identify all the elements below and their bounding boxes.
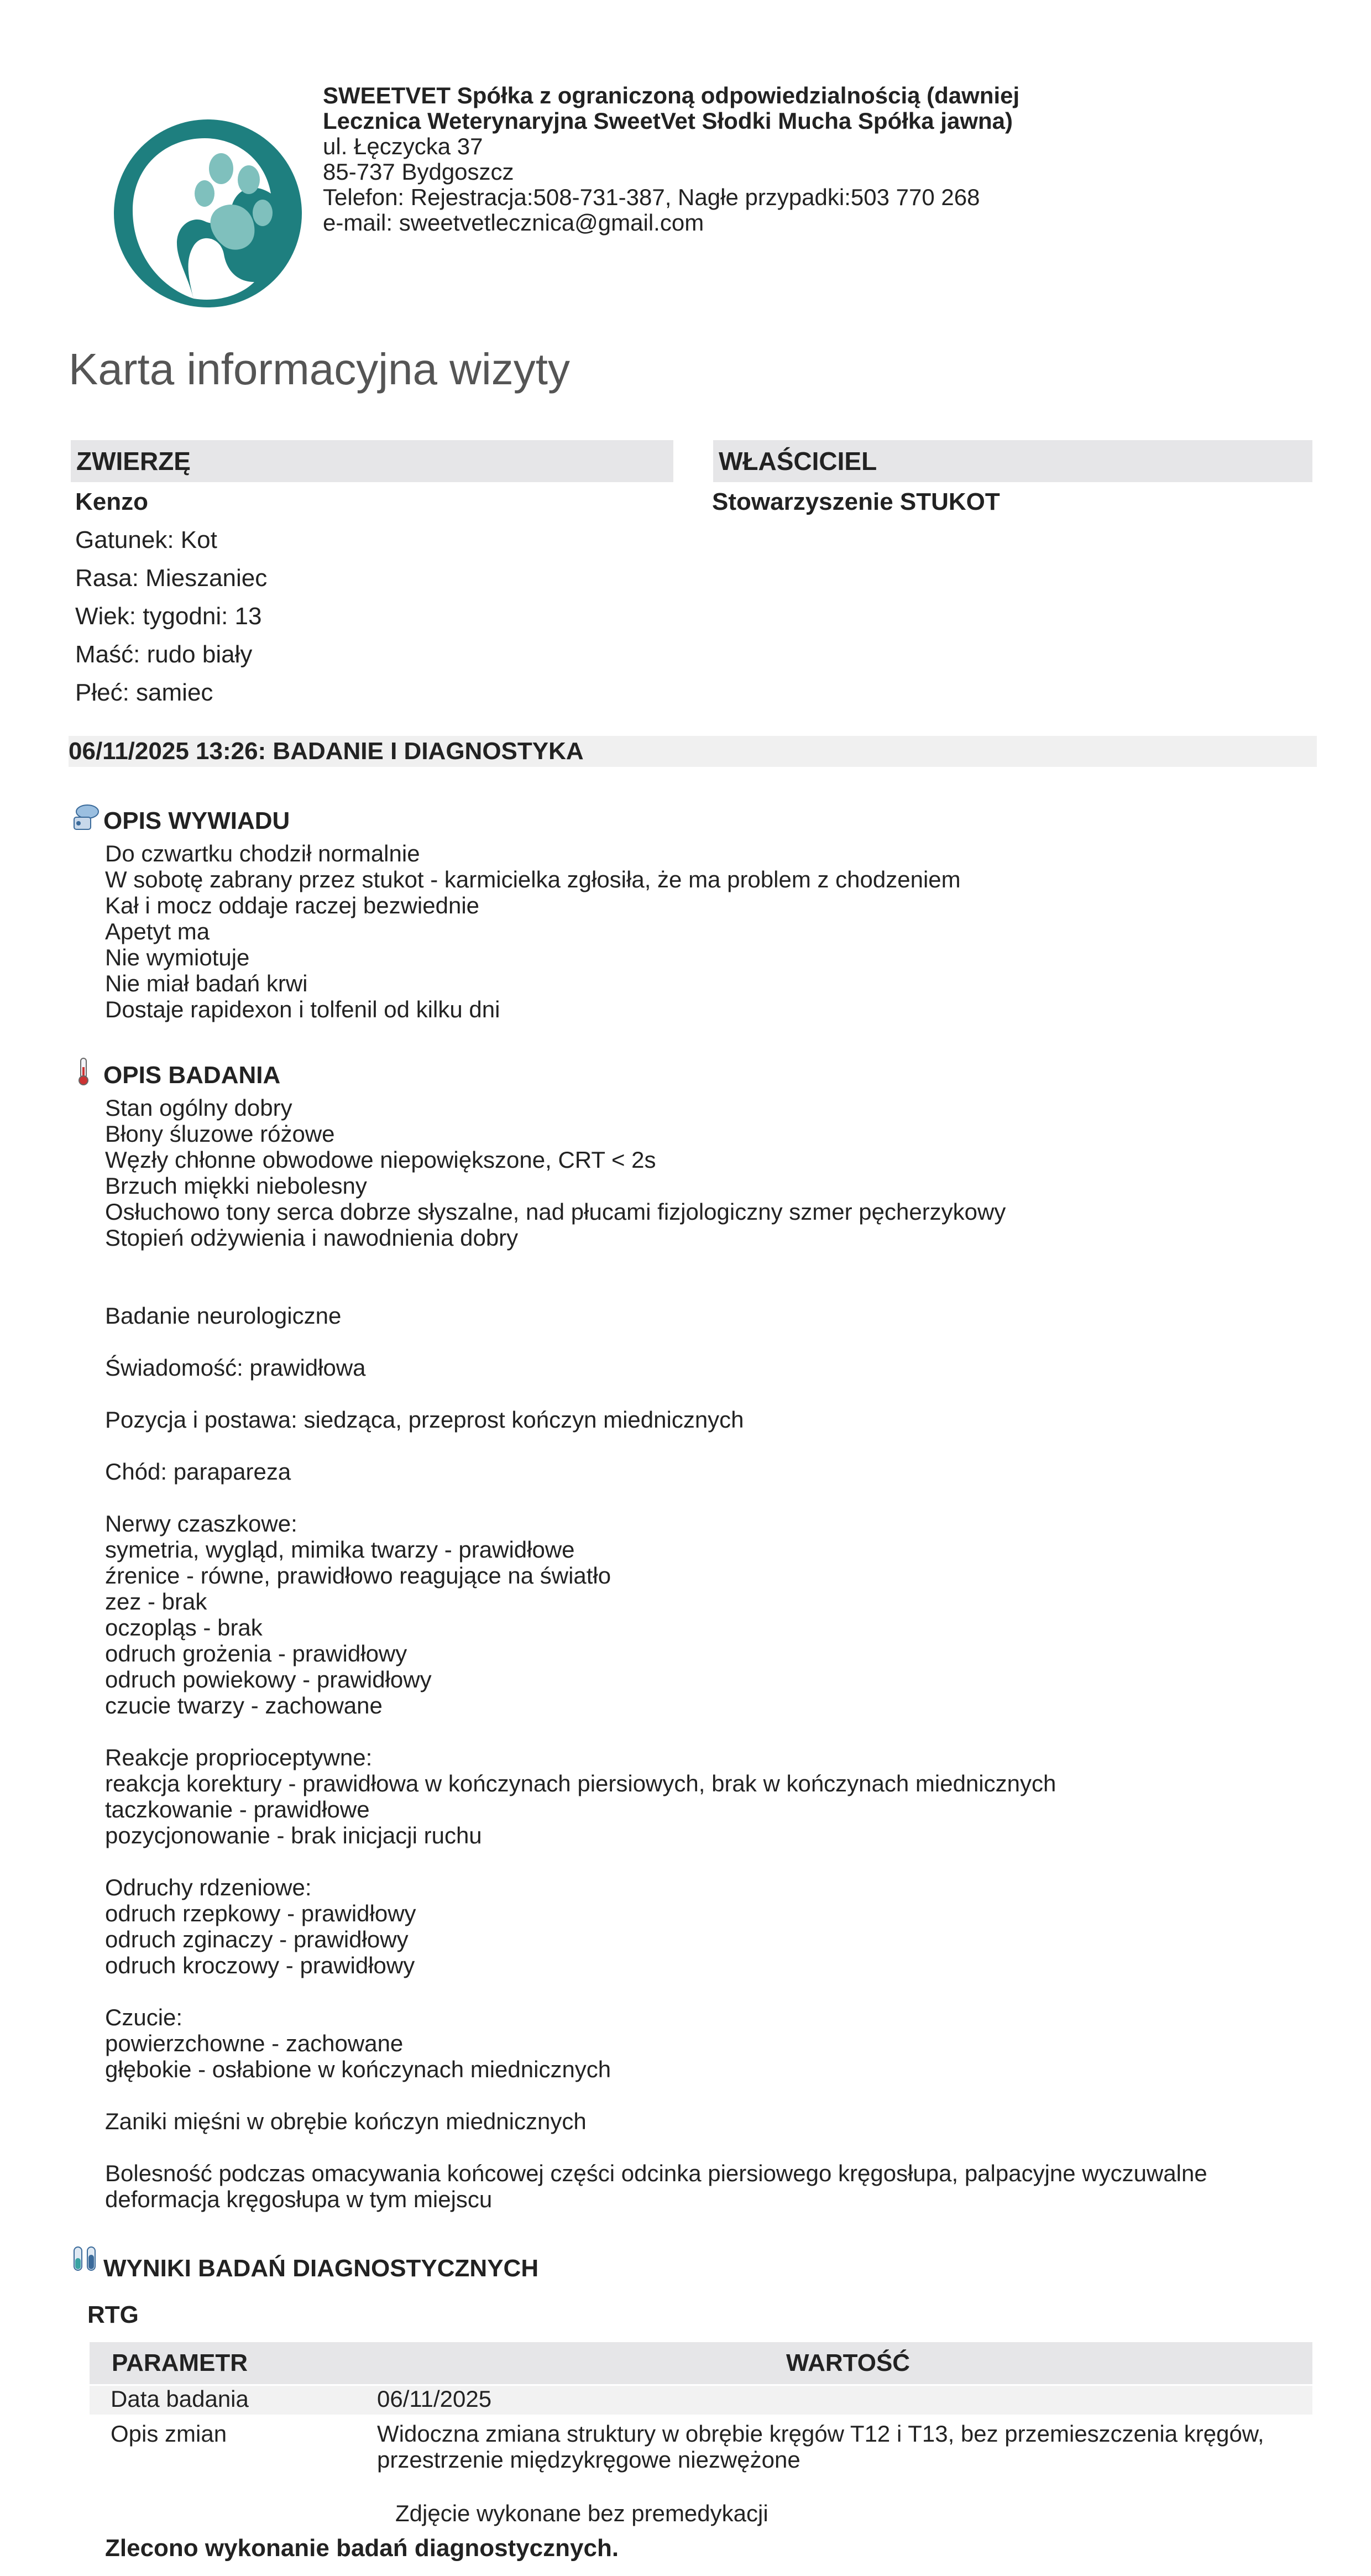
text-line: odruch rzepkowy - prawidłowy (105, 1900, 416, 1926)
text-line: symetria, wygląd, mimika twarzy - prawidłowe (105, 1537, 575, 1563)
row2-param: Opis zmian (111, 2421, 227, 2447)
clinic-email: e-mail: sweetvetlecznica@gmail.com (323, 210, 704, 236)
text-line: Badanie neurologiczne (105, 1303, 342, 1329)
text-line (105, 1329, 1207, 1355)
text-line (105, 1978, 1207, 2004)
row2-value-line1: Widoczna zmiana struktury w obrębie kręgów T12 i T13, bez przemieszczenia kręgów, (377, 2421, 1264, 2447)
row1-param: Data badania (111, 2386, 249, 2412)
text-line: Świadomość: prawidłowa (105, 1355, 366, 1381)
text-line: czucie twarzy - zachowane (105, 1692, 383, 1718)
text-line: Stopień odżywienia i nawodnienia dobry (105, 1225, 519, 1251)
text-line: Węzły chłonne obwodowe niepowiększone, CRT < 2s (105, 1147, 656, 1173)
text-line: Odruchy rdzeniowe: (105, 1874, 312, 1900)
text-line (105, 1381, 1207, 1407)
clinic-city: 85-737 Bydgoszcz (323, 159, 514, 185)
text-line: Apetyt ma (105, 918, 210, 944)
text-line: odruch kroczowy - prawidłowy (105, 1952, 415, 1978)
exam-title: OPIS BADANIA (103, 1062, 281, 1089)
text-line: Reakcje proprioceptywne: (105, 1744, 373, 1770)
text-line: Dostaje rapidexon i tolfenil od kilku dni (105, 996, 500, 1022)
exam-text (105, 1095, 1207, 2212)
text-line: Nie wymiotuje (105, 944, 250, 970)
animal-breed: Rasa: Mieszaniec (75, 565, 268, 592)
animal-color: Maść: rudo biały (75, 641, 253, 668)
clinic-phone: Telefon: Rejestracja:508-731-387, Nagłe przypadki:503 770 268 (323, 184, 980, 210)
text-line: pozycjonowanie - brak inicjacji ruchu (105, 1822, 482, 1848)
owner-header: WŁAŚCICIEL (713, 440, 1312, 482)
text-line: odruch zginaczy - prawidłowy (105, 1926, 409, 1952)
text-line: Brzuch miękki niebolesny (105, 1173, 367, 1199)
text-line (105, 1277, 1207, 1303)
text-line: głębokie - osłabione w kończynach miednicznych (105, 2056, 611, 2082)
row2-value-line2: przestrzenie międzykręgowe niezwężone (377, 2447, 800, 2473)
test-tubes-icon (71, 2245, 101, 2272)
col-param: PARAMETR (112, 2349, 248, 2376)
results-note: Zdjęcie wykonane bez premedykacji (395, 2500, 768, 2526)
clinic-logo (111, 116, 305, 311)
text-line (105, 2082, 1207, 2108)
thermometer-icon (75, 1057, 92, 1086)
results-title: WYNIKI BADAŃ DIAGNOSTYCZNYCH (103, 2255, 539, 2282)
results-subtitle: RTG (87, 2301, 139, 2328)
text-line: Bolesność podczas omacywania końcowej części odcinka piersiowego kręgosłupa, palpacyjne wyczuwalne (105, 2160, 1207, 2186)
text-line: oczopląs - brak (105, 1614, 263, 1640)
text-line: Pozycja i postawa: siedząca, przeprost kończyn miednicznych (105, 1407, 744, 1433)
animal-header: ZWIERZĘ (71, 440, 673, 482)
text-line: Zaniki mięśni w obrębie kończyn miednicznych (105, 2108, 587, 2134)
results-table-header (90, 2342, 1312, 2384)
visit-header: 06/11/2025 13:26: BADANIE I DIAGNOSTYKA (69, 736, 1317, 767)
col-value: WARTOŚĆ (786, 2349, 910, 2376)
text-line: W sobotę zabrany przez stukot - karmicielka zgłosiła, że ma problem z chodzeniem (105, 866, 961, 892)
text-line: Chód: paraparezа (105, 1459, 291, 1485)
interview-text (105, 840, 961, 1022)
text-line (105, 1433, 1207, 1459)
text-line: Nerwy czaszkowe: (105, 1511, 297, 1537)
table-row (90, 2386, 1312, 2415)
text-line: Stan ogólny dobry (105, 1095, 292, 1121)
text-line: Błony śluzowe różowe (105, 1121, 335, 1147)
text-line: odruch powiekowy - prawidłowy (105, 1666, 432, 1692)
animal-species: Gatunek: Kot (75, 526, 217, 553)
animal-age: Wiek: tygodni: 13 (75, 603, 262, 630)
text-line: powierzchowne - zachowane (105, 2030, 404, 2056)
interview-title: OPIS WYWIADU (103, 807, 290, 834)
clinic-name-line2: Lecznica Weterynaryjna SweetVet Słodki Mucha Spółka jawna) (323, 108, 1013, 134)
text-line (105, 2134, 1207, 2160)
owner-name: Stowarzyszenie STUKOT (712, 488, 1000, 515)
text-line: źrenice - równe, prawidłowo reagujące na światło (105, 1563, 611, 1589)
text-line: reakcja korektury - prawidłowa w kończynach piersiowych, brak w kończynach miednicznych (105, 1770, 1056, 1796)
text-line: deformacja kręgosłupa w tym miejscu (105, 2186, 493, 2212)
text-line: odruch grożenia - prawidłowy (105, 1640, 407, 1666)
text-line: Do czwartku chodził normalnie (105, 840, 420, 866)
clinic-name-line1: SWEETVET Spółka z ograniczoną odpowiedzialnością (dawniej (323, 82, 1020, 108)
results-ordered: Zlecono wykonanie badań diagnostycznych. (105, 2535, 619, 2562)
interview-icon (71, 804, 101, 832)
clinic-street: ul. Łęczycka 37 (323, 133, 483, 159)
text-line: taczkowanie - prawidłowe (105, 1796, 370, 1822)
text-line: zez - brak (105, 1589, 207, 1614)
page-title: Karta informacyjna wizyty (69, 344, 570, 394)
text-line (105, 1848, 1207, 1874)
text-line (105, 1251, 1207, 1277)
row1-value: 06/11/2025 (377, 2386, 492, 2412)
text-line: Nie miał badań krwi (105, 970, 308, 996)
text-line (105, 1485, 1207, 1511)
clinic-header (323, 83, 1019, 236)
text-line: Osłuchowo tony serca dobrze słyszalne, nad płucami fizjologiczny szmer pęcherzykowy (105, 1199, 1006, 1225)
text-line (105, 1718, 1207, 1744)
animal-sex: Płeć: samiec (75, 679, 213, 706)
text-line: Kał i mocz oddaje raczej bezwiednie (105, 892, 480, 918)
text-line: Czucie: (105, 2004, 183, 2030)
animal-name: Kenzo (75, 488, 148, 515)
